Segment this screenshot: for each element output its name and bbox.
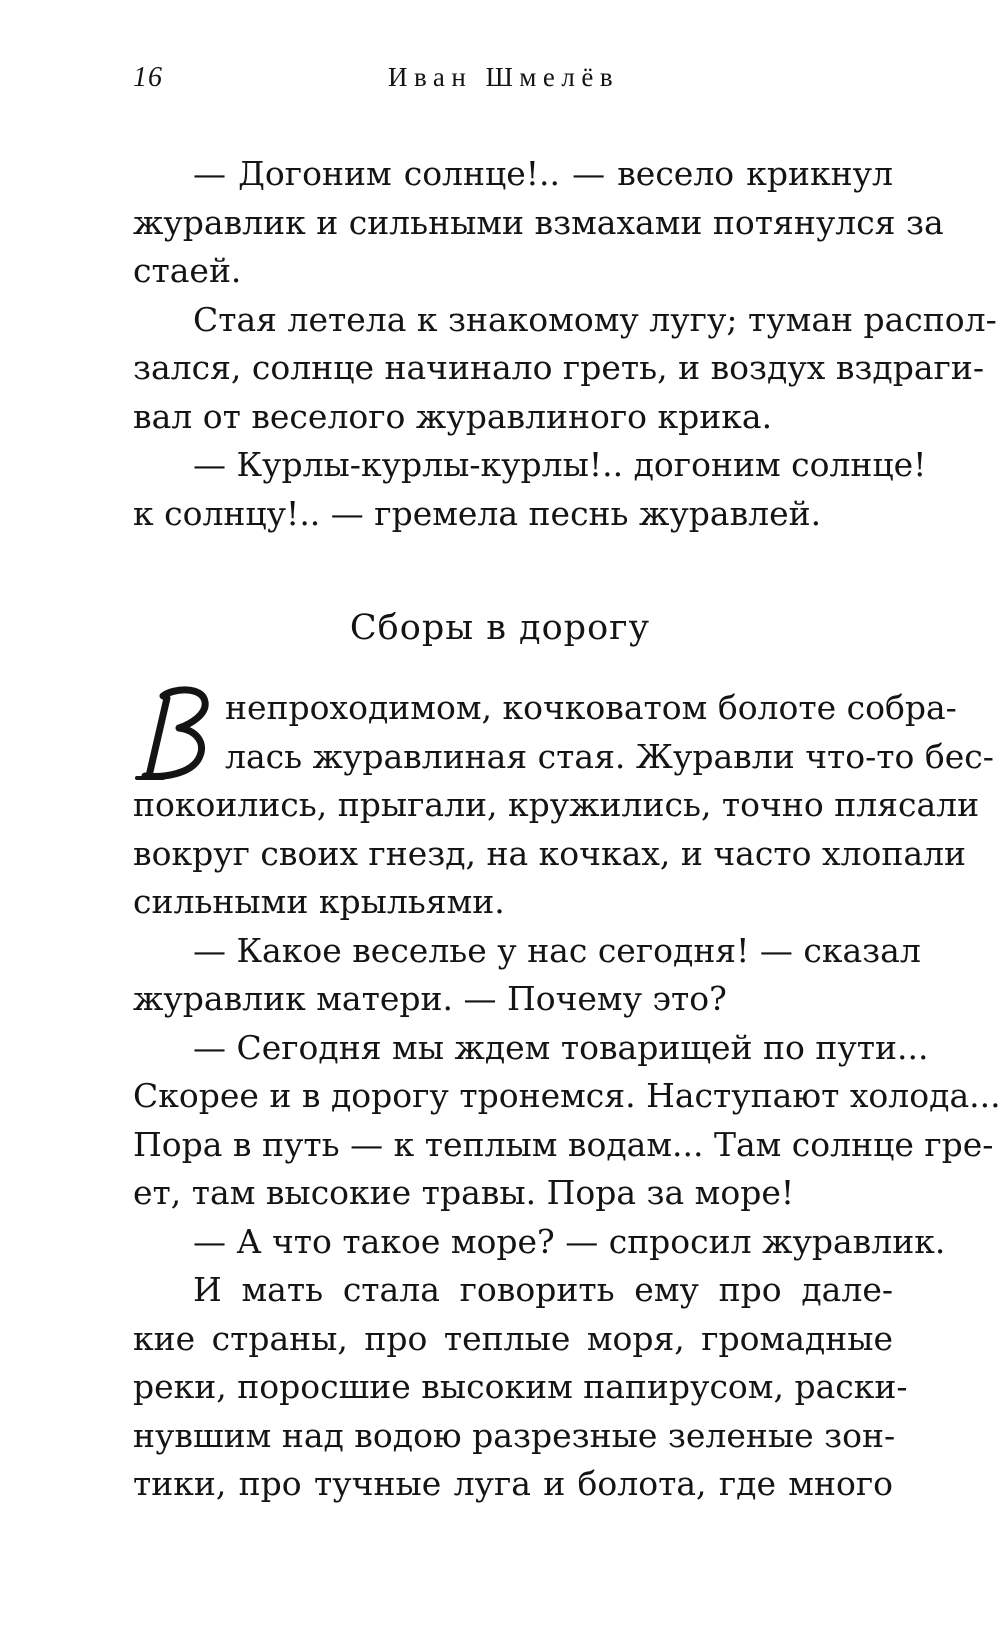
running-header-author: Иван Шмелёв [388, 62, 620, 92]
text-line: сильными крыльями. [133, 882, 505, 921]
drop-cap-lines [133, 684, 994, 781]
text-line: Пора в путь — к теплым водам... Там солнце гре- [133, 1124, 994, 1164]
drop-cap-letter [133, 684, 213, 784]
text-line: покоились, прыгали, кружились, точно плясали [133, 785, 980, 824]
text-line: тики, про тучные луга и болота, где много [133, 1464, 893, 1503]
text-line: нувшим над водою разрезные зеленые зон- [133, 1415, 896, 1455]
text-line: — А что такое море? — спросил журавлик. [193, 1221, 946, 1261]
text-line: реки, поросшие высоким папирусом, раски- [133, 1367, 908, 1406]
text-line: вокруг своих гнезд, на кочках, и часто хлопали [133, 833, 967, 873]
section-title: Сборы в дорогу [349, 608, 651, 648]
text-line: — Какое веселье у нас сегодня! — сказал [193, 930, 921, 970]
text-line: лась журавлиная стая. Журавли что-то бес- [225, 736, 994, 776]
text-line: зался, солнце начинало греть, и воздух вздраги- [133, 348, 984, 387]
running-header [0, 62, 1000, 112]
section-2-body [133, 781, 1001, 1509]
text-line: И мать стала говорить ему про дале- [193, 1270, 893, 1309]
section-1-text [133, 150, 997, 538]
text-line: журавлик и сильными взмахами потянулся за [133, 202, 944, 242]
text-line: — Курлы-курлы-курлы!.. догоним солнце! [193, 445, 927, 484]
text-line: ет, там высокие травы. Пора за море! [133, 1173, 795, 1212]
text-line: журавлик матери. — Почему это? [133, 979, 727, 1018]
text-line: стаей. [133, 251, 242, 290]
text-line: Стая летела к знакомому лугу; туман распол- [193, 299, 997, 339]
page-number: 16 [133, 62, 163, 93]
text-line: вал от веселого журавлиного крика. [133, 396, 773, 436]
text-line: к солнцу!.. — гремела песнь журавлей. [133, 493, 822, 533]
text-line: кие страны, про теплые моря, громадные [133, 1318, 893, 1358]
text-line: непроходимом, кочковатом болоте собра- [225, 688, 957, 727]
text-line: — Догоним солнце!.. — весело крикнул [193, 154, 893, 193]
text-line: — Сегодня мы ждем товарищей по пути... [193, 1027, 929, 1067]
section-2-text [133, 684, 1001, 1509]
text-line: Скорее и в дорогу тронемся. Наступают холода... [133, 1076, 1001, 1115]
